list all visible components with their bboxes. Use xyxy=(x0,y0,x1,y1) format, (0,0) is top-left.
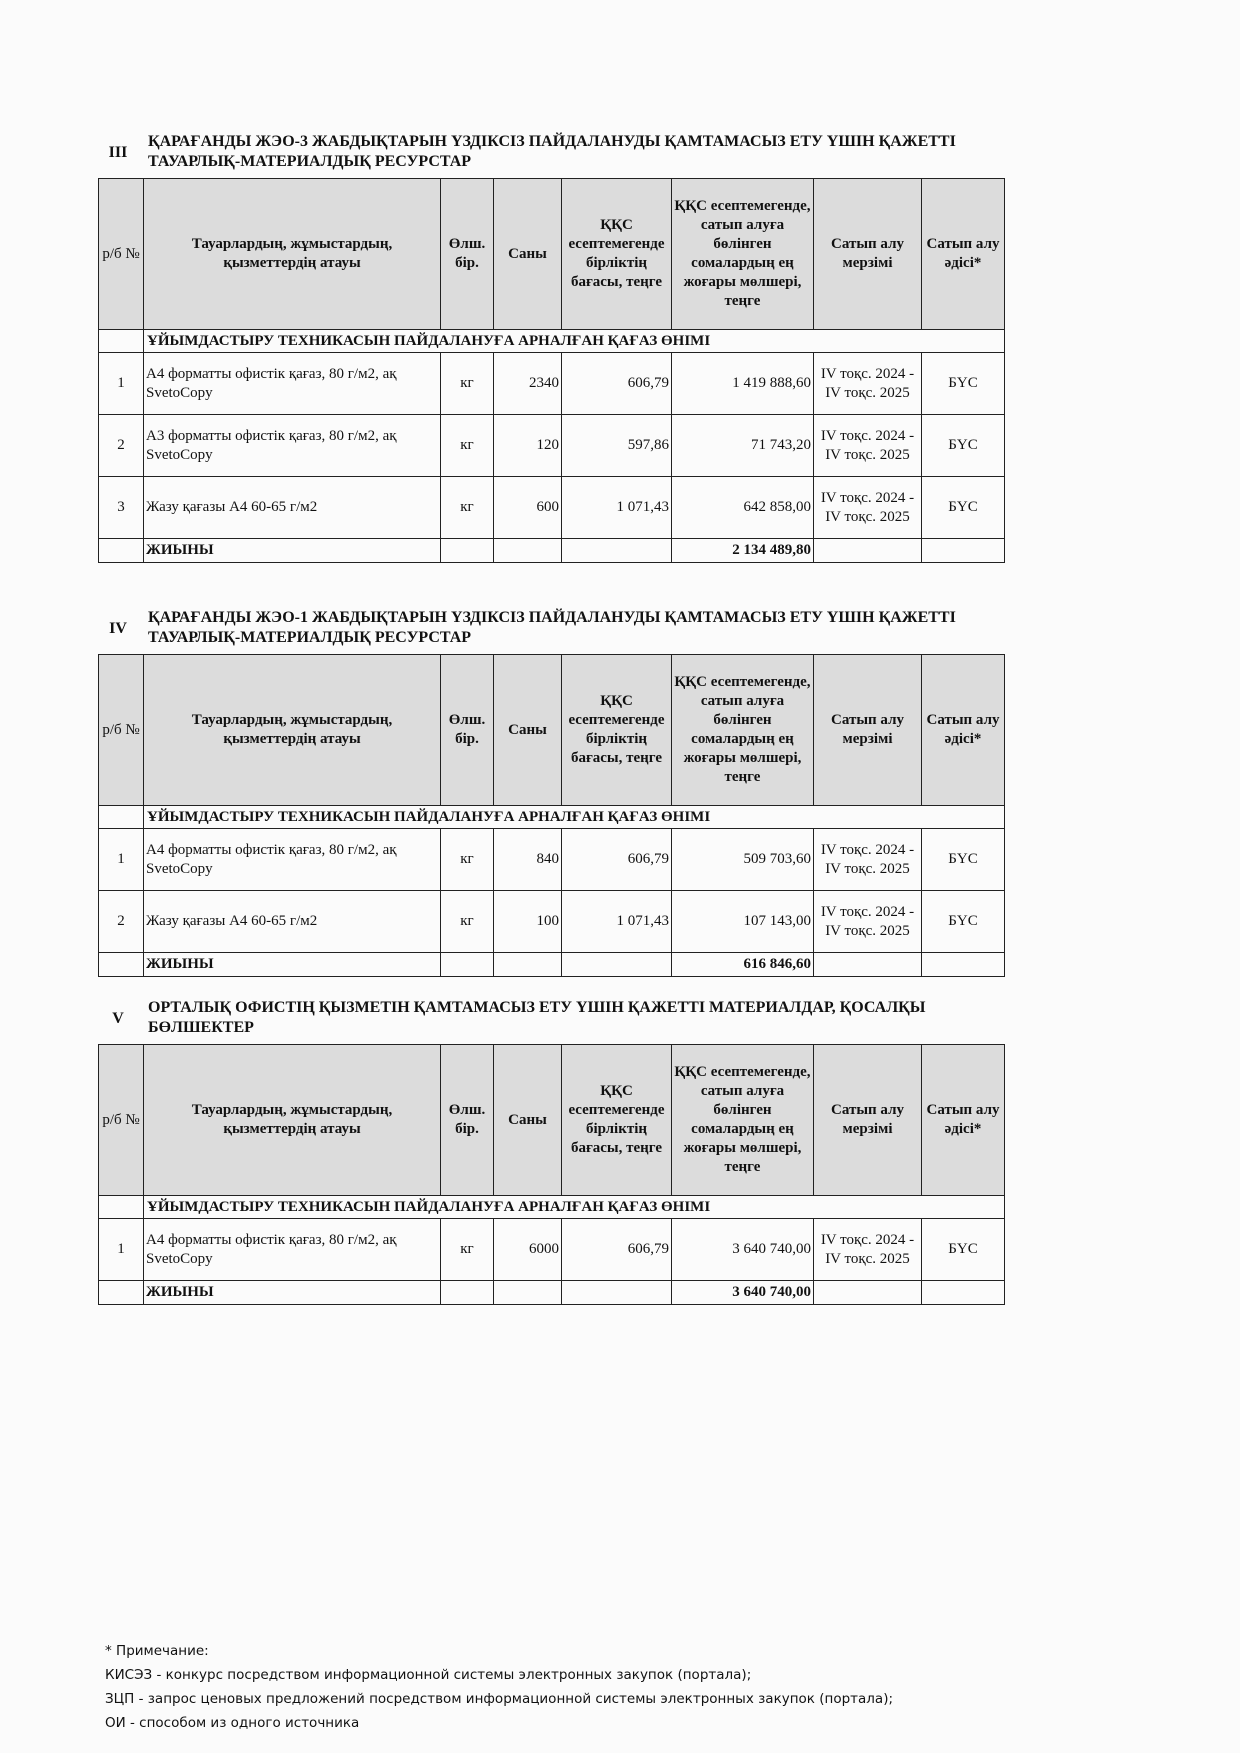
category-row xyxy=(99,1196,1005,1219)
table-row xyxy=(99,829,1005,891)
col-header-unit: Өлш. бір. xyxy=(441,655,494,806)
cell-unit: кг xyxy=(441,891,494,953)
cell-period: IV тоқс. 2024 - IV тоқс. 2025 xyxy=(814,891,922,953)
col-header-name: Тауарлардың, жұмыстардың, қызметтердің атауы xyxy=(144,655,441,806)
cell-price: 606,79 xyxy=(562,353,672,415)
col-header-price: ҚҚС есептемегенде бірліктің бағасы, теңге xyxy=(562,655,672,806)
cell-method: БҮС xyxy=(922,415,1005,477)
cell-qty: 840 xyxy=(494,829,562,891)
cell-period: IV тоқс. 2024 - IV тоқс. 2025 xyxy=(814,353,922,415)
col-header-price: ҚҚС есептемегенде бірліктің бағасы, теңге xyxy=(562,179,672,330)
cell-qty: 6000 xyxy=(494,1219,562,1281)
cell-unit: кг xyxy=(441,353,494,415)
total-amount: 2 134 489,80 xyxy=(672,539,814,563)
col-header-amount: ҚҚС есептемегенде, сатып алуға бөлінген сомалардың ең жоғары мөлшері, теңге xyxy=(672,179,814,330)
cell-method: БҮС xyxy=(922,477,1005,539)
total-label: ЖИЫНЫ xyxy=(144,1281,441,1305)
section-title: ҚАРАҒАНДЫ ЖЭО-3 ЖАБДЫҚТАРЫН ҮЗДІКСІЗ ПАЙДАЛАНУДЫ ҚАМТАМАСЫЗ ЕТУ ҮШІН ҚАЖЕТТІ ТАУАРЛЫҚ-МАТЕРИАЛДЫҚ РЕСУРСТАР xyxy=(148,133,956,170)
footnote-title: * Примечание: xyxy=(105,1643,209,1659)
header-row xyxy=(99,179,1005,330)
section-number: III xyxy=(108,144,128,161)
cell-amount: 509 703,60 xyxy=(672,829,814,891)
total-row xyxy=(99,1281,1005,1305)
cell-name: А4 форматты офистік қағаз, 80 г/м2, ақ SvetoCopy xyxy=(144,829,441,891)
col-header-qty: Саны xyxy=(494,179,562,330)
footnote-line: КИСЭЗ - конкурс посредством информационной системы электронных закупок (портала); xyxy=(105,1667,752,1683)
col-header-num: р/б № xyxy=(99,655,144,806)
cell-num: 2 xyxy=(99,891,144,953)
cell-num: 3 xyxy=(99,477,144,539)
cell-num: 1 xyxy=(99,1219,144,1281)
cell-unit: кг xyxy=(441,477,494,539)
header-row xyxy=(99,655,1005,806)
col-header-method: Сатып алу әдісі* xyxy=(922,655,1005,806)
header-row xyxy=(99,1045,1005,1196)
cell-amount: 71 743,20 xyxy=(672,415,814,477)
cell-qty: 2340 xyxy=(494,353,562,415)
footnote-line: ОИ - способом из одного источника xyxy=(105,1715,360,1731)
cell-num: 1 xyxy=(99,353,144,415)
col-header-amount: ҚҚС есептемегенде, сатып алуға бөлінген сомалардың ең жоғары мөлшері, теңге xyxy=(672,1045,814,1196)
section-iii xyxy=(98,132,1004,563)
cell-price: 597,86 xyxy=(562,415,672,477)
section-number: IV xyxy=(109,620,127,637)
col-header-amount: ҚҚС есептемегенде, сатып алуға бөлінген сомалардың ең жоғары мөлшері, теңге xyxy=(672,655,814,806)
col-header-price: ҚҚС есептемегенде бірліктің бағасы, теңге xyxy=(562,1045,672,1196)
col-header-qty: Саны xyxy=(494,1045,562,1196)
section-iv xyxy=(98,608,1004,977)
col-header-num: р/б № xyxy=(99,1045,144,1196)
footnote xyxy=(105,1639,1005,1735)
cell-name: Жазу қағазы А4 60-65 г/м2 xyxy=(144,477,441,539)
table-row xyxy=(99,891,1005,953)
table-row xyxy=(99,477,1005,539)
col-header-name: Тауарлардың, жұмыстардың, қызметтердің атауы xyxy=(144,179,441,330)
total-amount: 3 640 740,00 xyxy=(672,1281,814,1305)
total-row xyxy=(99,539,1005,563)
cell-method: БҮС xyxy=(922,829,1005,891)
category-label: ҰЙЫМДАСТЫРУ ТЕХНИКАСЫН ПАЙДАЛАНУҒА АРНАЛҒАН ҚАҒАЗ ӨНІМІ xyxy=(144,1196,1005,1219)
cell-period: IV тоқс. 2024 - IV тоқс. 2025 xyxy=(814,1219,922,1281)
cell-name: А4 форматты офистік қағаз, 80 г/м2, ақ SvetoCopy xyxy=(144,353,441,415)
col-header-num: р/б № xyxy=(99,179,144,330)
col-header-unit: Өлш. бір. xyxy=(441,179,494,330)
cell-num: 2 xyxy=(99,415,144,477)
section-title: ОРТАЛЫҚ ОФИСТІҢ ҚЫЗМЕТІН ҚАМТАМАСЫЗ ЕТУ ҮШІН ҚАЖЕТТІ МАТЕРИАЛДАР, ҚОСАЛҚЫ БӨЛШЕКТЕР xyxy=(148,999,926,1036)
cell-method: БҮС xyxy=(922,353,1005,415)
cell-unit: кг xyxy=(441,1219,494,1281)
total-amount: 616 846,60 xyxy=(672,953,814,977)
total-label: ЖИЫНЫ xyxy=(144,953,441,977)
cell-price: 606,79 xyxy=(562,1219,672,1281)
section-header xyxy=(98,998,1004,1044)
cell-amount: 1 419 888,60 xyxy=(672,353,814,415)
cell-amount: 3 640 740,00 xyxy=(672,1219,814,1281)
cell-method: БҮС xyxy=(922,891,1005,953)
footnote-line: ЗЦП - запрос ценовых предложений посредством информационной системы электронных закупок (портала); xyxy=(105,1691,894,1707)
cell-unit: кг xyxy=(441,415,494,477)
cell-qty: 100 xyxy=(494,891,562,953)
cell-amount: 642 858,00 xyxy=(672,477,814,539)
col-header-name: Тауарлардың, жұмыстардың, қызметтердің атауы xyxy=(144,1045,441,1196)
section-title: ҚАРАҒАНДЫ ЖЭО-1 ЖАБДЫҚТАРЫН ҮЗДІКСІЗ ПАЙДАЛАНУДЫ ҚАМТАМАСЫЗ ЕТУ ҮШІН ҚАЖЕТТІ ТАУАРЛЫҚ-МАТЕРИАЛДЫҚ РЕСУРСТАР xyxy=(148,609,956,646)
section-header xyxy=(98,132,1004,178)
cell-name: Жазу қағазы А4 60-65 г/м2 xyxy=(144,891,441,953)
cell-qty: 120 xyxy=(494,415,562,477)
cell-name: А3 форматты офистік қағаз, 80 г/м2, ақ SvetoCopy xyxy=(144,415,441,477)
col-header-period: Сатып алу мерзімі xyxy=(814,1045,922,1196)
total-row xyxy=(99,953,1005,977)
cell-unit: кг xyxy=(441,829,494,891)
total-label: ЖИЫНЫ xyxy=(144,539,441,563)
cell-period: IV тоқс. 2024 - IV тоқс. 2025 xyxy=(814,829,922,891)
resources-table xyxy=(98,654,1005,977)
col-header-method: Сатып алу әдісі* xyxy=(922,1045,1005,1196)
cell-price: 606,79 xyxy=(562,829,672,891)
cell-amount: 107 143,00 xyxy=(672,891,814,953)
cell-method: БҮС xyxy=(922,1219,1005,1281)
col-header-period: Сатып алу мерзімі xyxy=(814,655,922,806)
col-header-method: Сатып алу әдісі* xyxy=(922,179,1005,330)
cell-price: 1 071,43 xyxy=(562,477,672,539)
section-header xyxy=(98,608,1004,654)
col-header-unit: Өлш. бір. xyxy=(441,1045,494,1196)
category-row xyxy=(99,330,1005,353)
col-header-period: Сатып алу мерзімі xyxy=(814,179,922,330)
category-label: ҰЙЫМДАСТЫРУ ТЕХНИКАСЫН ПАЙДАЛАНУҒА АРНАЛҒАН ҚАҒАЗ ӨНІМІ xyxy=(144,330,1005,353)
section-v xyxy=(98,998,1004,1305)
cell-period: IV тоқс. 2024 - IV тоқс. 2025 xyxy=(814,415,922,477)
cell-num: 1 xyxy=(99,829,144,891)
table-row xyxy=(99,353,1005,415)
section-number: V xyxy=(112,1010,124,1027)
cell-period: IV тоқс. 2024 - IV тоқс. 2025 xyxy=(814,477,922,539)
resources-table xyxy=(98,1044,1005,1305)
cell-qty: 600 xyxy=(494,477,562,539)
resources-table xyxy=(98,178,1005,563)
table-row xyxy=(99,1219,1005,1281)
category-label: ҰЙЫМДАСТЫРУ ТЕХНИКАСЫН ПАЙДАЛАНУҒА АРНАЛҒАН ҚАҒАЗ ӨНІМІ xyxy=(144,806,1005,829)
cell-price: 1 071,43 xyxy=(562,891,672,953)
category-row xyxy=(99,806,1005,829)
col-header-qty: Саны xyxy=(494,655,562,806)
cell-name: А4 форматты офистік қағаз, 80 г/м2, ақ SvetoCopy xyxy=(144,1219,441,1281)
table-row xyxy=(99,415,1005,477)
